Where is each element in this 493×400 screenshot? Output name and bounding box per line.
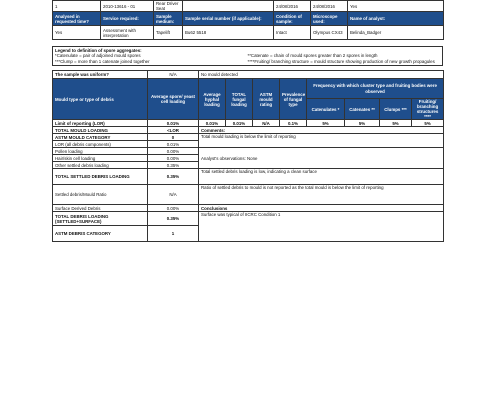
row-value: 0.00% xyxy=(148,155,199,162)
row-value: 0.35% xyxy=(148,212,199,226)
column-header-row-1 xyxy=(53,79,444,99)
row-value: 0.35% xyxy=(148,169,199,185)
header-medium: Sample medium: xyxy=(154,12,183,26)
col-type: Mould type or type of debris xyxy=(53,79,148,120)
value-condition: Intact xyxy=(274,26,311,40)
uniform-row xyxy=(53,71,444,79)
table-row xyxy=(53,169,444,185)
value-analysed-in-time: Yes xyxy=(53,26,101,40)
value-service: Assessment with interpretation xyxy=(101,26,154,40)
header-analysed-in-time: Analysed in requested time? xyxy=(53,12,101,26)
sample-details-table xyxy=(52,0,444,40)
results-table xyxy=(52,70,444,242)
lor-spore: 0.01% xyxy=(148,120,199,127)
row-label: Surface Derived Debris xyxy=(53,205,148,212)
row-value: <LOR xyxy=(148,127,199,134)
col-prevalence: Prevalence of fungal type xyxy=(280,79,307,120)
header-analyst: Name of analyst: xyxy=(348,12,444,26)
date-sampled: 24/08/2016 xyxy=(274,1,311,12)
sample-flag: Yes xyxy=(348,1,444,12)
row-label: LOR (all debris components) xyxy=(53,141,148,148)
row-label: ASTM DEBRIS CATEGORY xyxy=(53,226,148,242)
col-frequency: Frequency with which cluster type and fruiting bodies were observed xyxy=(307,79,444,99)
value-analyst: Belinda_Badger xyxy=(348,26,444,40)
uniform-label: The sample was uniform? xyxy=(53,71,148,79)
date-analysed: 24/08/2016 xyxy=(311,1,348,12)
col-total-fungal: TOTAL fungal loading xyxy=(226,79,253,120)
legend-title: Legend to definition of spore aggregates: xyxy=(55,48,142,53)
col-catenate: Catenates ** xyxy=(345,99,380,120)
header-serial: Sample serial number (if applicable): xyxy=(183,12,274,26)
sample-id: 2010-13616 - 01 xyxy=(101,1,154,12)
lor-label: Limit of reporting (LOR) xyxy=(53,120,148,127)
table-row xyxy=(53,205,444,212)
value-serial: Bu62 5518 xyxy=(183,26,274,40)
lor-fungal: 0.01% xyxy=(226,120,253,127)
legend-fruiting: ****Fruiting/ branching structure = mould structure showing production of new growth propagules xyxy=(247,58,435,64)
row-value: 0.01% xyxy=(148,141,199,148)
value-medium: Tapelift xyxy=(154,26,183,40)
legend-catenate: **Catenate = chain of mould spores greater than 2 spores in length xyxy=(247,53,378,59)
value-microscope: Olympus CX43 xyxy=(311,26,348,40)
sample-index: 1 xyxy=(53,1,101,12)
col-fruiting: Fruiting/ branching structures **** xyxy=(412,99,444,120)
uniform-note: No mould detected xyxy=(199,71,444,79)
row-label: ASTM MOULD CATEGORY xyxy=(53,134,148,141)
legend-row-2 xyxy=(55,59,440,64)
analyst-observations: Analyst's observations: None xyxy=(199,148,444,169)
details-header-row xyxy=(53,12,444,26)
row-value: 0.00% xyxy=(148,148,199,155)
row-label: TOTAL SETTLED DEBRIS LOADING xyxy=(53,169,148,185)
details-value-row xyxy=(53,26,444,40)
legend-clump: ***Clump = more than 1 catenate joined together xyxy=(55,58,150,64)
row-value: 1 xyxy=(148,226,199,242)
conclusion-text: Surface was typical of IICRC Condition 1 xyxy=(199,212,444,242)
table-row xyxy=(53,185,444,205)
col-clumps: Clumps *** xyxy=(380,99,412,120)
col-astm: ASTM mould rating xyxy=(253,79,280,120)
header-service: Service required: xyxy=(101,12,154,26)
header-condition: Condition of sample: xyxy=(274,12,311,26)
col-avg-hyphal: Average hyphal loading xyxy=(199,79,226,120)
lor-astm: N/A xyxy=(253,120,280,127)
table-row xyxy=(53,127,444,134)
row-value: 0 xyxy=(148,134,199,141)
comment-ratio: Ratio of settled debris to mould is not reported as the total mould is below the limit of reporting xyxy=(199,185,444,205)
header-microscope: Microscope used: xyxy=(311,12,348,26)
lor-prevalence: 0.1% xyxy=(280,120,307,127)
table-row xyxy=(53,212,444,226)
lor-row xyxy=(53,120,444,127)
col-avg-spore: Average spore/ yeast cell loading xyxy=(148,79,199,120)
comment-mould: Total mould loading is below the limit of reporting xyxy=(199,134,444,148)
row-label: TOTAL MOULD LOADING xyxy=(53,127,148,134)
sample-blank xyxy=(183,1,274,12)
row-label: Pollen loading xyxy=(53,148,148,155)
table-row xyxy=(53,134,444,141)
sample-location: Rear Driver Seat xyxy=(154,1,183,12)
lor-fruiting: 5% xyxy=(412,120,444,127)
row-label: Hair/skin cell loading xyxy=(53,155,148,162)
table-row xyxy=(53,148,444,155)
lor-clumps: 5% xyxy=(380,120,412,127)
lor-hyphal: 0.01% xyxy=(199,120,226,127)
comments-title: Comments: xyxy=(199,127,444,134)
legend-catenulate: *Catenulate = pair of adjoined mould spores xyxy=(55,53,141,59)
comment-settled-debris: Total settled debris loading is low, indicating a clean surface xyxy=(199,169,444,185)
uniform-value: N/A xyxy=(148,71,199,79)
sample-row xyxy=(53,1,444,12)
lor-catenate: 5% xyxy=(345,120,380,127)
row-value: 0.35% xyxy=(148,162,199,169)
spore-aggregate-legend xyxy=(52,46,443,66)
row-label: TOTAL DEBRIS LOADING (SETTLED+SURFACE) xyxy=(53,212,148,226)
col-catenulate: Catenulates * xyxy=(307,99,345,120)
lor-catenulate: 5% xyxy=(307,120,345,127)
row-value: N/A xyxy=(148,185,199,205)
conclusions-title: Conclusions xyxy=(199,205,444,212)
row-label: Settled debris/Mould Ratio xyxy=(53,185,148,205)
row-value: 0.00% xyxy=(148,205,199,212)
row-label: Other settled debris loading xyxy=(53,162,148,169)
